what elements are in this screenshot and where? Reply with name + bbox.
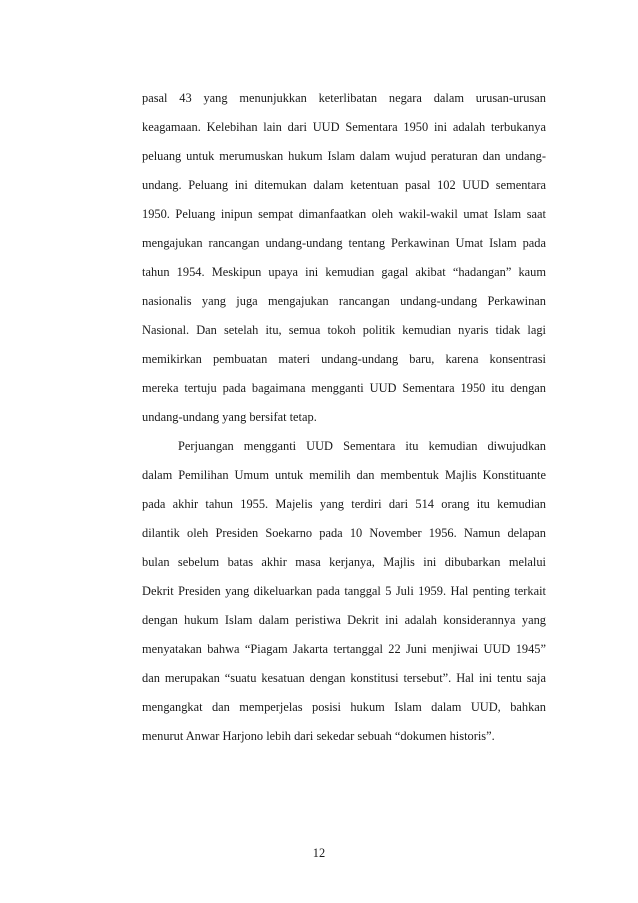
text-line: dengan hukum Islam dalam peristiwa Dekrit ini adalah konsiderannya yang — [142, 613, 546, 627]
text-line: Nasional. Dan setelah itu, semua tokoh politik kemudian nyaris tidak lagi — [142, 323, 546, 337]
text-line: 1950. Peluang inipun sempat dimanfaatkan oleh wakil-wakil umat Islam saat — [142, 207, 546, 221]
text-line: undang-undang yang bersifat tetap. — [142, 410, 317, 424]
text-line: mengangkat dan memperjelas posisi hukum Islam dalam UUD, bahkan — [142, 700, 546, 714]
text-line: Perjuangan mengganti UUD Sementara itu kemudian diwujudkan — [178, 439, 546, 453]
text-line: menurut Anwar Harjono lebih dari sekedar sebuah “dokumen historis”. — [142, 729, 495, 743]
text-line: dan merupakan “suatu kesatuan dengan konstitusi tersebut”. Hal ini tentu saja — [142, 671, 546, 685]
text-line: dalam Pemilihan Umum untuk memilih dan membentuk Majlis Konstituante — [142, 468, 546, 482]
text-line: pada akhir tahun 1955. Majelis yang terdiri dari 514 orang itu kemudian — [142, 497, 546, 511]
page-number: 12 — [312, 846, 326, 860]
text-line: Dekrit Presiden yang dikeluarkan pada tanggal 5 Juli 1959. Hal penting terkait — [142, 584, 546, 598]
text-line: undang. Peluang ini ditemukan dalam ketentuan pasal 102 UUD sementara — [142, 178, 546, 192]
text-line: tahun 1954. Meskipun upaya ini kemudian gagal akibat “hadangan” kaum — [142, 265, 546, 279]
text-line: memikirkan pembuatan materi undang-undang baru, karena konsentrasi — [142, 352, 546, 366]
text-line: nasionalis yang juga mengajukan rancangan undang-undang Perkawinan — [142, 294, 546, 308]
text-line: keagamaan. Kelebihan lain dari UUD Sementara 1950 ini adalah terbukanya — [142, 120, 546, 134]
text-line: dilantik oleh Presiden Soekarno pada 10 November 1956. Namun delapan — [142, 526, 546, 540]
text-line: peluang untuk merumuskan hukum Islam dalam wujud peraturan dan undang- — [142, 149, 546, 163]
text-line: pasal 43 yang menunjukkan keterlibatan negara dalam urusan-urusan — [142, 91, 546, 105]
text-line: mengajukan rancangan undang-undang tentang Perkawinan Umat Islam pada — [142, 236, 546, 250]
text-line: menyatakan bahwa “Piagam Jakarta tertanggal 22 Juni menjiwai UUD 1945” — [142, 642, 546, 656]
text-line: bulan sebelum batas akhir masa kerjanya, Majlis ini dibubarkan melalui — [142, 555, 546, 569]
text-line: mereka tertuju pada bagaimana mengganti UUD Sementara 1950 itu dengan — [142, 381, 546, 395]
